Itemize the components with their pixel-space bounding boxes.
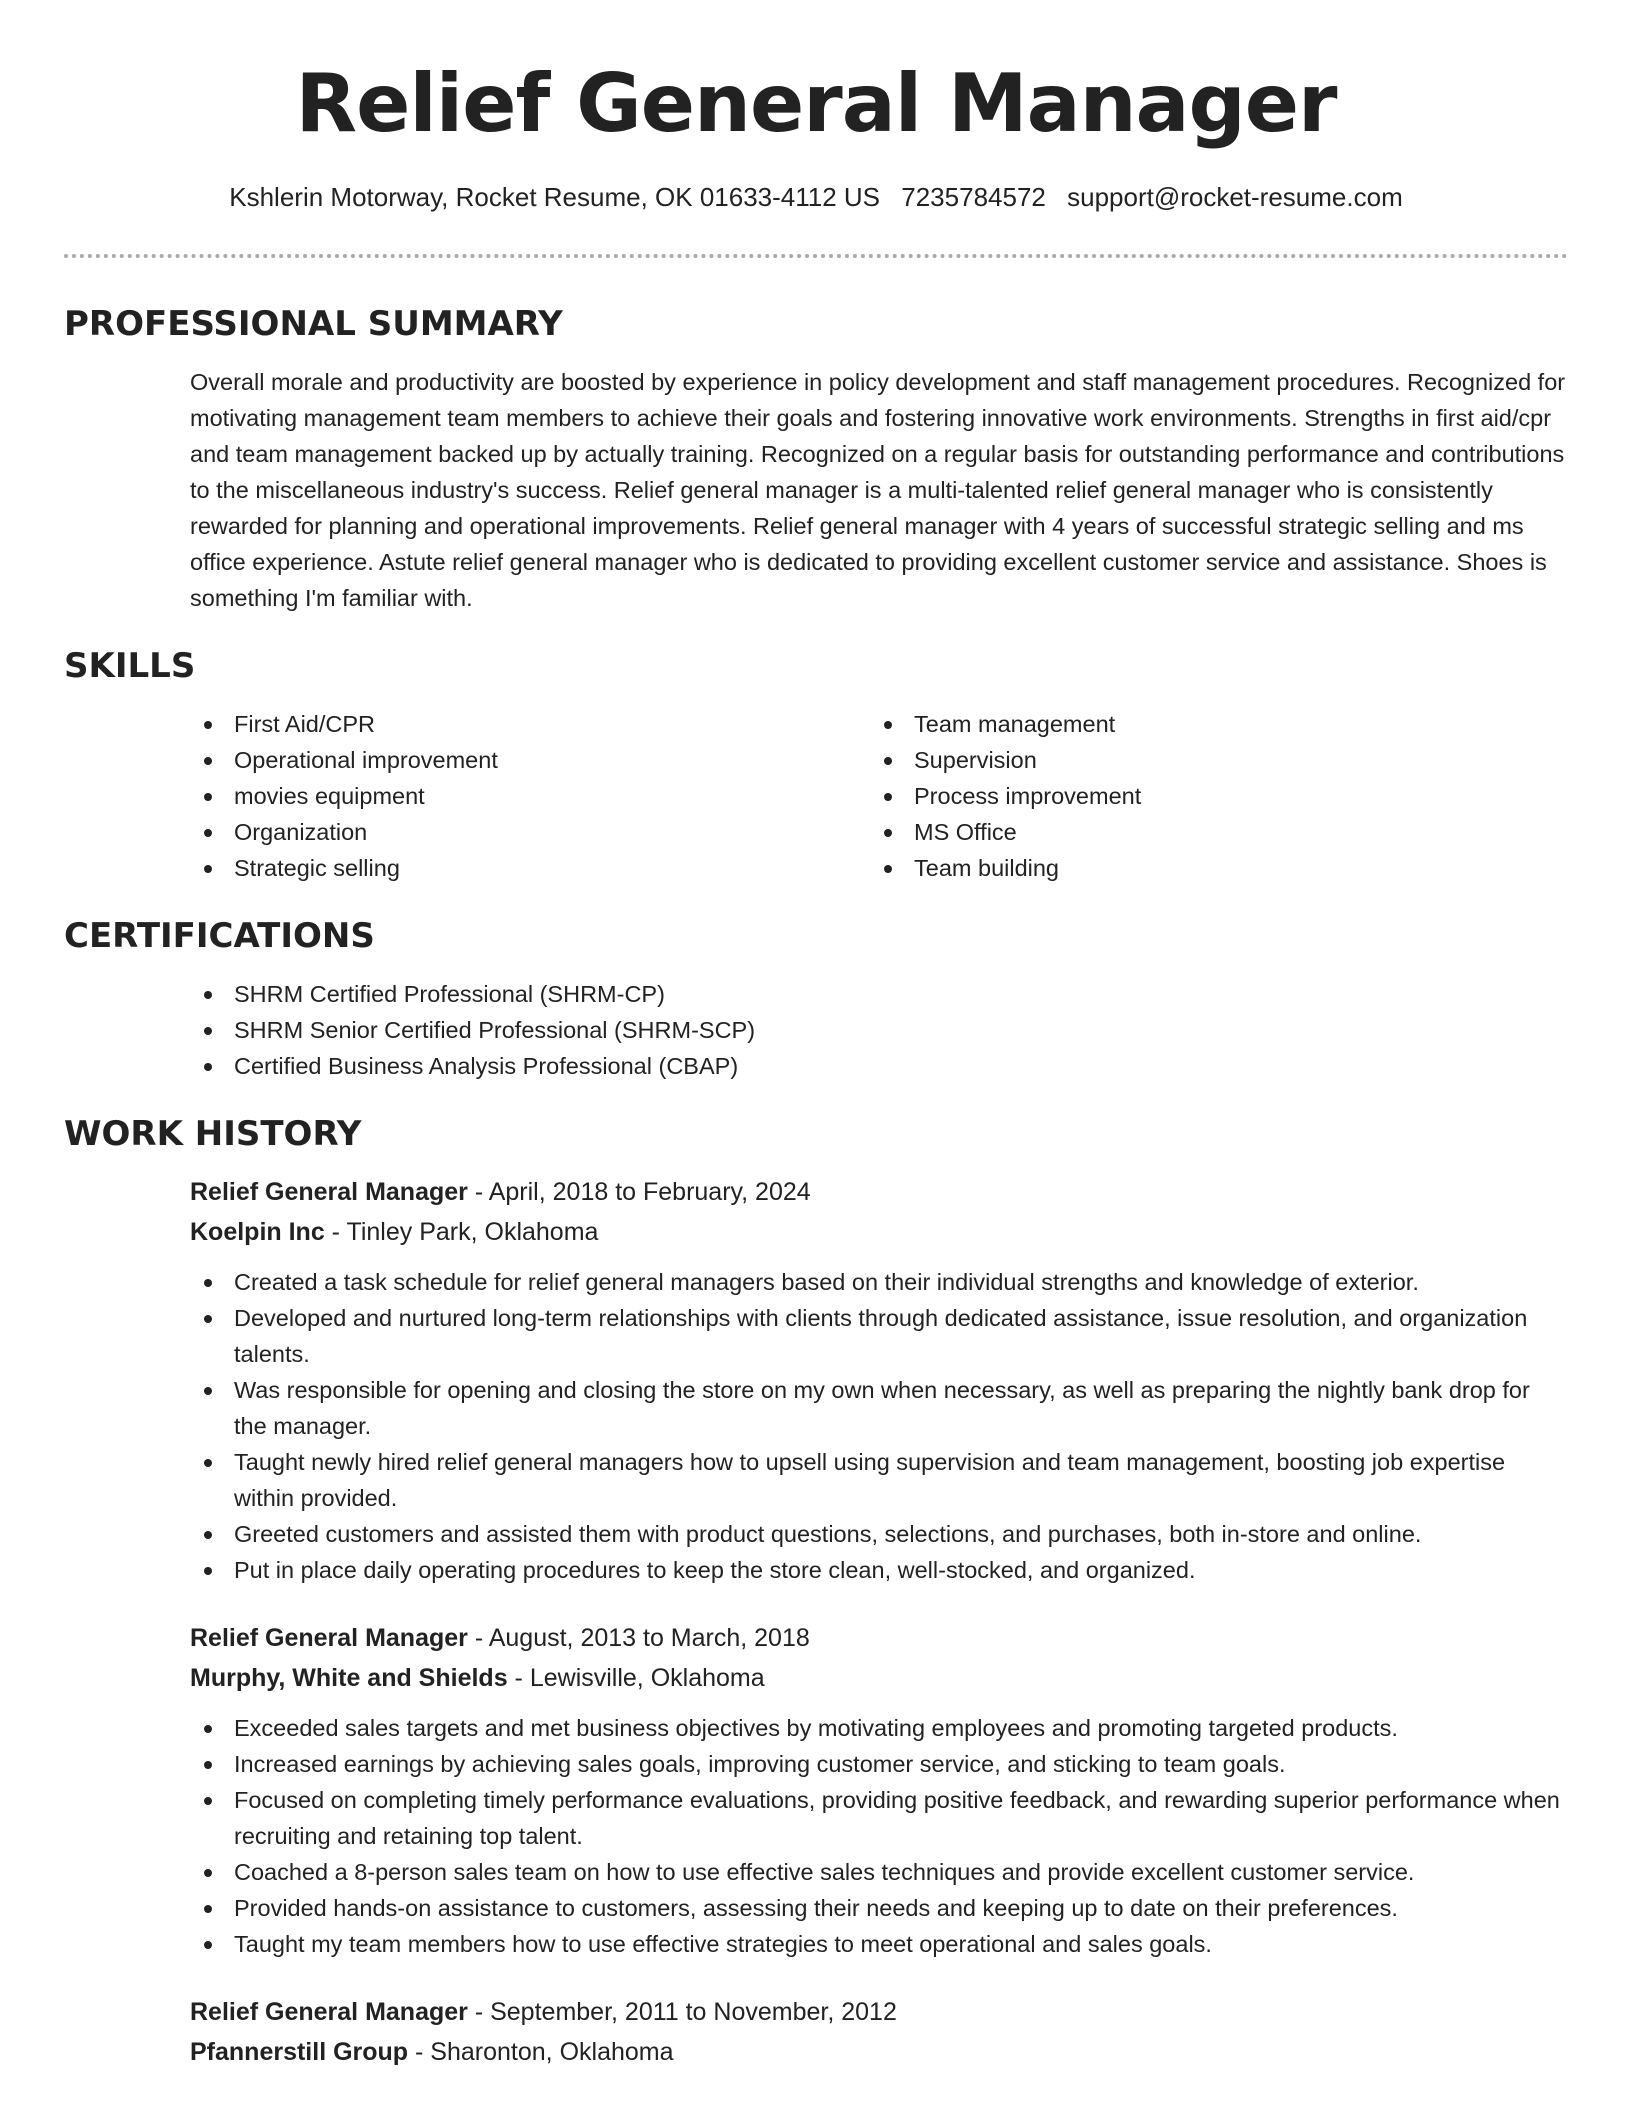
job-company: Pfannerstill Group <box>190 2038 409 2066</box>
contact-email: support@rocket-resume.com <box>1067 182 1403 212</box>
work-history-heading: WORK HISTORY <box>64 1114 362 1154</box>
job-title: Relief General Manager <box>190 1998 468 2026</box>
job-dates: - April, 2018 to February, 2024 <box>467 1178 811 1206</box>
job-company: Murphy, White and Shields <box>190 1664 508 1692</box>
job-entry <box>190 1992 1568 2072</box>
job-title-line <box>190 1992 1568 2032</box>
certification-item: Certified Business Analysis Professional (CBAP) <box>190 1048 1568 1084</box>
job-bullet: Increased earnings by achieving sales goals, improving customer service, and sticking to team goals. <box>190 1746 1568 1782</box>
certifications-list <box>190 976 1568 1084</box>
job-bullet: Provided hands-on assistance to customers, assessing their needs and keeping up to date on their preferences. <box>190 1890 1568 1926</box>
job-location: - Tinley Park, Oklahoma <box>324 1218 599 1246</box>
job-entry <box>190 1618 1568 1962</box>
contact-line <box>64 180 1568 214</box>
summary-heading: PROFESSIONAL SUMMARY <box>64 304 563 344</box>
skill-item: Organization <box>190 814 870 850</box>
skill-item: Team building <box>870 850 1550 886</box>
job-entry <box>190 1172 1568 1588</box>
skills-heading: SKILLS <box>64 646 196 686</box>
skill-item: MS Office <box>870 814 1550 850</box>
skill-item: Operational improvement <box>190 742 870 778</box>
skill-item: Supervision <box>870 742 1550 778</box>
job-title: Relief General Manager <box>190 1178 468 1206</box>
job-dates: - August, 2013 to March, 2018 <box>467 1624 810 1652</box>
job-bullet: Put in place daily operating procedures to keep the store clean, well-stocked, and organized. <box>190 1552 1568 1588</box>
skills-columns <box>190 706 1568 886</box>
job-title-line <box>190 1618 1568 1658</box>
job-company-line <box>190 1212 1568 1252</box>
job-bullet: Coached a 8-person sales team on how to use effective sales techniques and provide excellent customer service. <box>190 1854 1568 1890</box>
skill-item: Strategic selling <box>190 850 870 886</box>
certification-item: SHRM Certified Professional (SHRM-CP) <box>190 976 1568 1012</box>
contact-phone: 7235784572 <box>901 182 1046 212</box>
skill-item: movies equipment <box>190 778 870 814</box>
job-bullet: Taught my team members how to use effective strategies to meet operational and sales goals. <box>190 1926 1568 1962</box>
certifications-heading: CERTIFICATIONS <box>64 916 375 956</box>
job-bullets <box>64 1710 1568 1962</box>
job-bullets <box>64 1264 1568 1588</box>
job-title-line <box>190 1172 1568 1212</box>
summary-text: Overall morale and productivity are boosted by experience in policy development and staff management procedures. Recognized for motivating management team members to achieve their goals and fostering innovative work environments. Strengths in first aid/cpr and team management backed up by actually training. Recognized on a regular basis for outstanding performance and contributions to the miscellaneous industry's success. Relief general manager is a multi-talented relief general manager who is consistently rewarded for planning and operational improvements. Relief general manager with 4 years of successful strategic selling and ms office experience. Astute relief general manager who is dedicated to providing excellent customer service and assistance. Shoes is something I'm familiar with. <box>190 369 1566 611</box>
job-bullet: Developed and nurtured long-term relationships with clients through dedicated assistance, issue resolution, and organization talents. <box>190 1300 1568 1372</box>
job-bullet: Exceeded sales targets and met business objectives by motivating employees and promoting targeted products. <box>190 1710 1568 1746</box>
skills-right-list <box>870 706 1550 886</box>
job-bullet: Taught newly hired relief general managers how to upsell using supervision and team management, boosting job expertise within provided. <box>190 1444 1568 1516</box>
job-company-line <box>190 2032 1568 2072</box>
job-bullet: Created a task schedule for relief general managers based on their individual strengths and knowledge of exterior. <box>190 1264 1568 1300</box>
contact-address: Kshlerin Motorway, Rocket Resume, OK 01633-4112 US <box>229 182 881 212</box>
skill-item: Process improvement <box>870 778 1550 814</box>
job-bullet: Greeted customers and assisted them with product questions, selections, and purchases, both in-store and online. <box>190 1516 1568 1552</box>
job-title: Relief General Manager <box>190 1624 468 1652</box>
certification-item: SHRM Senior Certified Professional (SHRM-SCP) <box>190 1012 1568 1048</box>
job-dates: - September, 2011 to November, 2012 <box>467 1998 897 2026</box>
job-location: - Lewisville, Oklahoma <box>507 1664 765 1692</box>
job-location: - Sharonton, Oklahoma <box>408 2038 674 2066</box>
job-bullet: Focused on completing timely performance evaluations, providing positive feedback, and rewarding superior performance when recruiting and retaining top talent. <box>190 1782 1568 1854</box>
job-company: Koelpin Inc <box>190 1218 325 1246</box>
header-divider <box>64 254 1568 258</box>
job-bullet: Was responsible for opening and closing the store on my own when necessary, as well as preparing the nightly bank drop for the manager. <box>190 1372 1568 1444</box>
skills-left-list <box>190 706 870 886</box>
skill-item: First Aid/CPR <box>190 706 870 742</box>
job-company-line <box>190 1658 1568 1698</box>
skill-item: Team management <box>870 706 1550 742</box>
resume-name: Relief General Manager <box>295 57 1337 150</box>
